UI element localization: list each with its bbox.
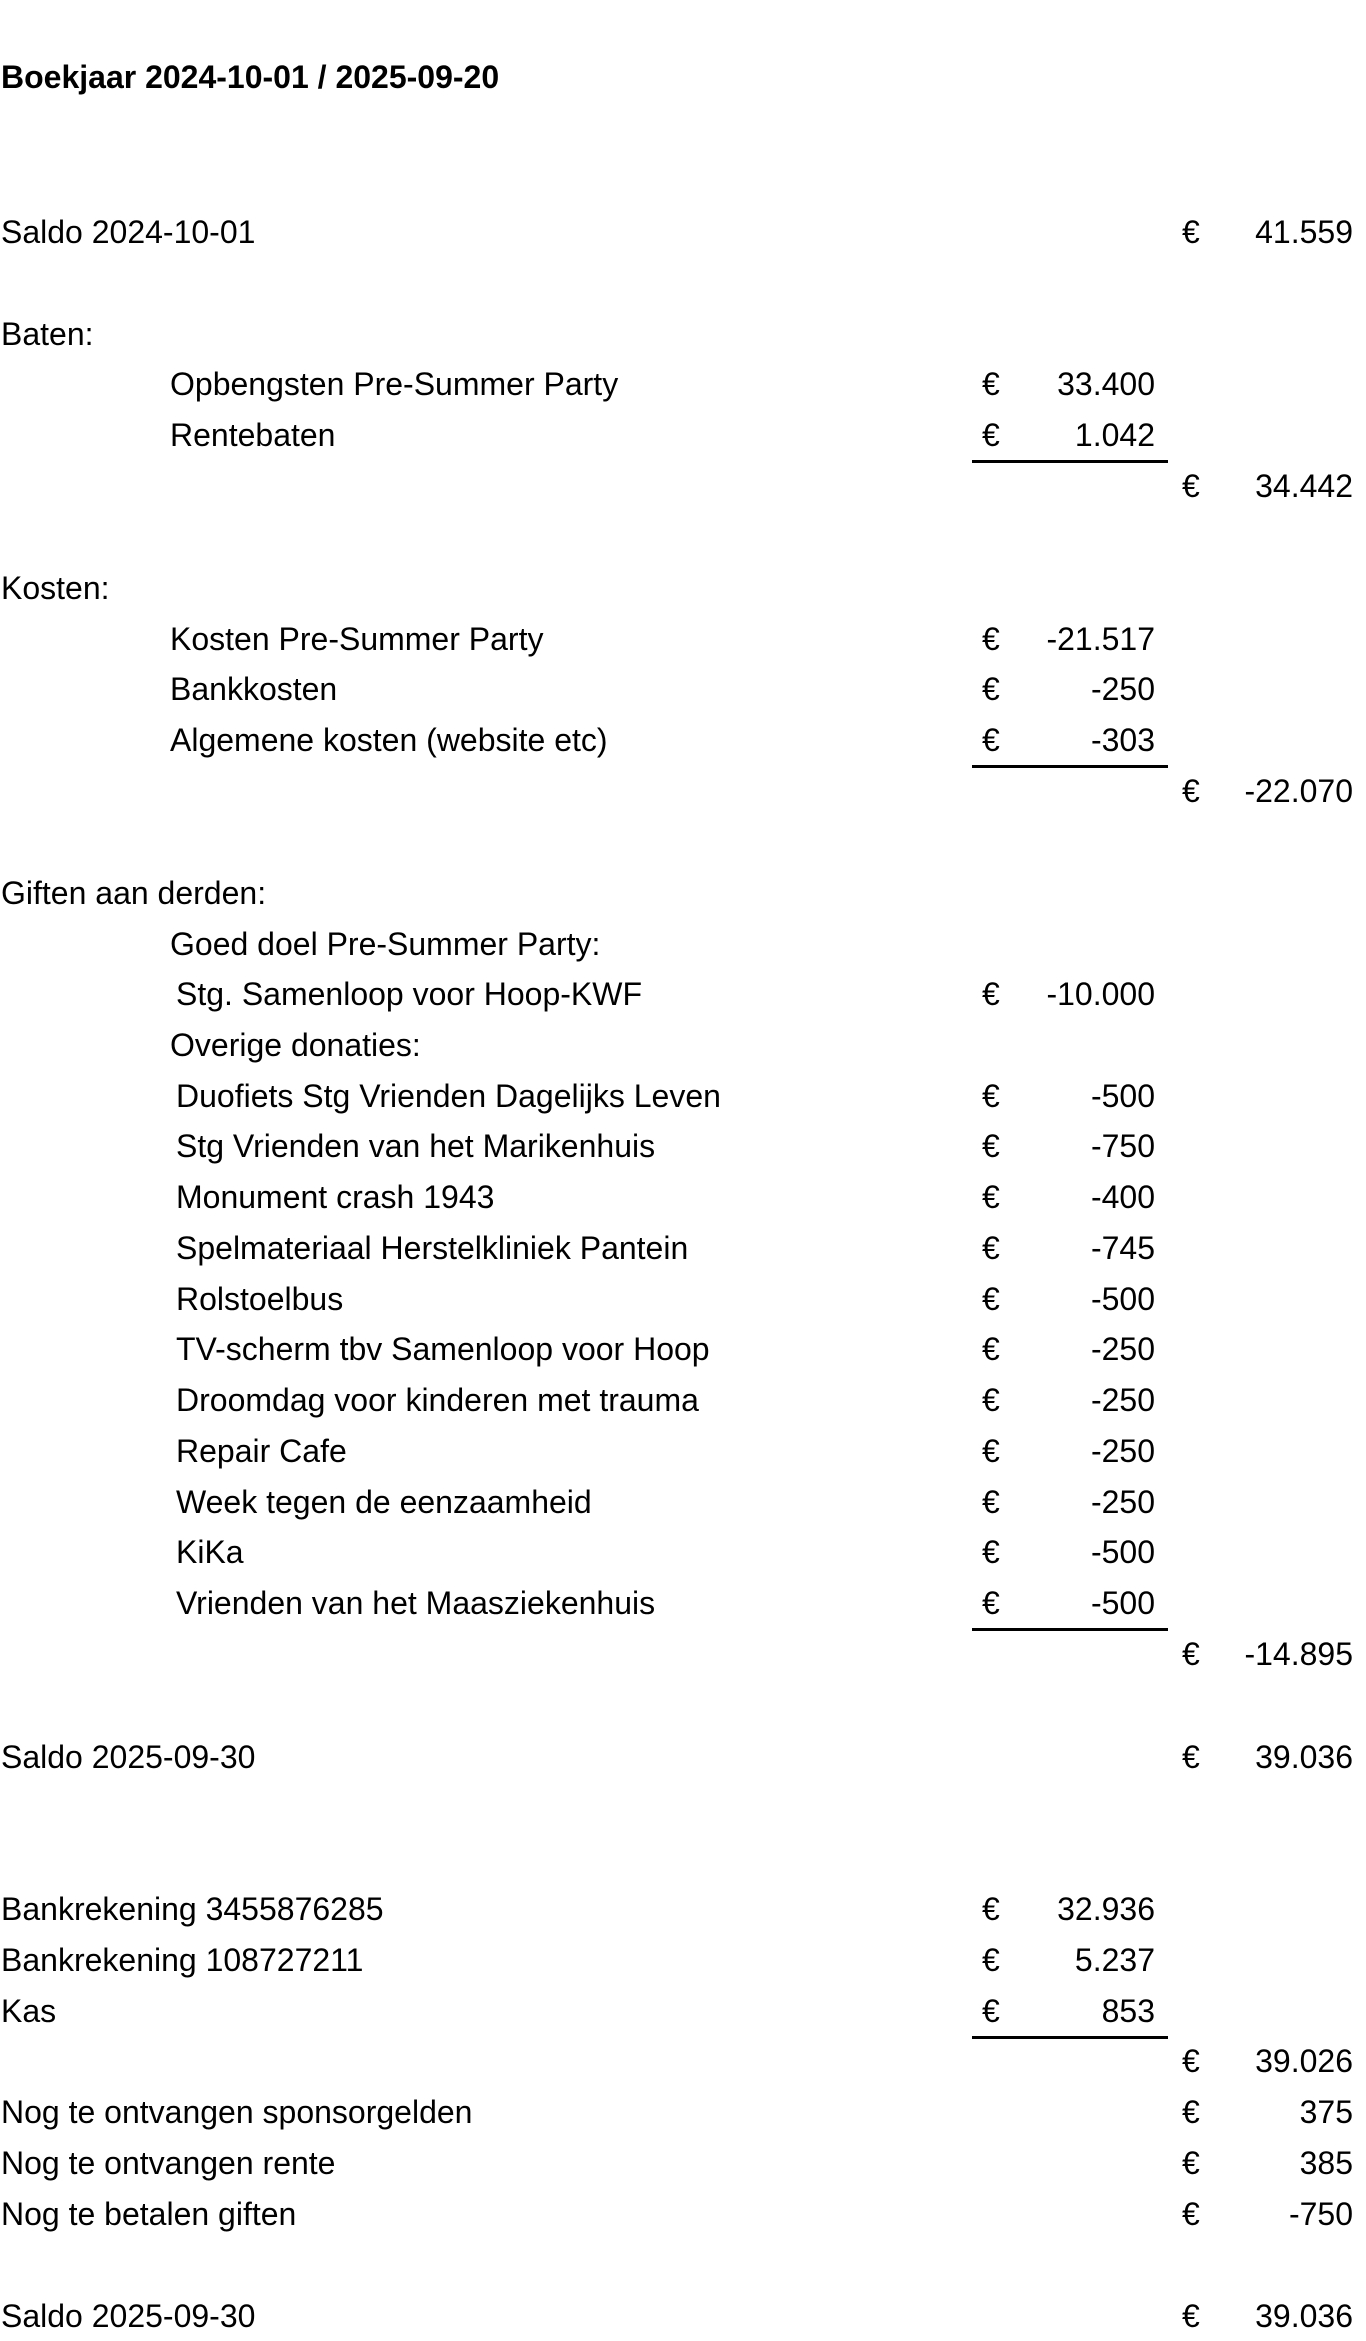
statement-row <box>0 1477 1366 1527</box>
detail-amount: -500 <box>1090 1585 1155 1621</box>
row-label: KiKa <box>176 1534 244 1570</box>
detail-amount: -250 <box>1090 1331 1155 1367</box>
statement-row <box>0 919 1366 969</box>
currency-symbol: € <box>1182 2043 1200 2079</box>
statement-row <box>0 1121 1366 1171</box>
row-label: Giften aan derden: <box>1 875 267 911</box>
row-label: Opbengsten Pre-Summer Party <box>170 366 619 402</box>
row-label: Rentebaten <box>170 417 336 453</box>
currency-symbol: € <box>982 417 1000 453</box>
statement-row <box>0 1172 1366 1222</box>
row-label: Kas <box>1 1993 57 2029</box>
statement-row <box>0 1732 1366 1782</box>
currency-symbol: € <box>982 621 1000 657</box>
row-label: Overige donaties: <box>170 1027 421 1063</box>
subtotal-row <box>0 1629 1366 1679</box>
row-label: Kosten: <box>1 570 110 606</box>
row-label: Saldo 2024-10-01 <box>1 214 256 250</box>
detail-amount: -500 <box>1090 1078 1155 1114</box>
detail-amount: -745 <box>1090 1230 1155 1266</box>
statement-row <box>0 868 1366 918</box>
currency-symbol: € <box>982 366 1000 402</box>
statement-row <box>0 1020 1366 1070</box>
row-label: Vrienden van het Maasziekenhuis <box>176 1585 656 1621</box>
currency-symbol: € <box>1182 773 1200 809</box>
detail-amount: -250 <box>1090 671 1155 707</box>
detail-amount: 853 <box>1101 1993 1155 2029</box>
total-amount: 39.026 <box>1255 2043 1353 2079</box>
currency-symbol: € <box>982 1382 1000 1418</box>
currency-symbol: € <box>1182 1636 1200 1672</box>
total-amount: -750 <box>1288 2196 1353 2232</box>
detail-amount: -21.517 <box>1046 621 1155 657</box>
row-label: Repair Cafe <box>176 1433 347 1469</box>
row-label: Week tegen de eenzaamheid <box>176 1484 592 1520</box>
detail-amount: -10.000 <box>1046 976 1155 1012</box>
subtotal-row <box>0 2036 1366 2086</box>
detail-amount: -250 <box>1090 1433 1155 1469</box>
row-label: TV-scherm tbv Samenloop voor Hoop <box>176 1331 710 1367</box>
statement-row <box>0 969 1366 1019</box>
row-label: Nog te betalen giften <box>1 2196 297 2232</box>
currency-symbol: € <box>982 1942 1000 1978</box>
row-label: Spelmateriaal Herstelkliniek Pantein <box>176 1230 689 1266</box>
currency-symbol: € <box>1182 468 1200 504</box>
row-label: Rolstoelbus <box>176 1281 344 1317</box>
currency-symbol: € <box>982 1078 1000 1114</box>
total-amount: 39.036 <box>1255 2298 1353 2334</box>
row-label: Algemene kosten (website etc) <box>170 722 608 758</box>
statement-row <box>0 1071 1366 1121</box>
statement-row <box>0 1324 1366 1374</box>
statement-row <box>0 1935 1366 1985</box>
detail-amount: -500 <box>1090 1281 1155 1317</box>
detail-amount: -400 <box>1090 1179 1155 1215</box>
row-label: Stg. Samenloop voor Hoop-KWF <box>176 976 642 1012</box>
row-label: Baten: <box>1 316 94 352</box>
detail-amount: -250 <box>1090 1484 1155 1520</box>
currency-symbol: € <box>982 1993 1000 2029</box>
statement-row <box>0 2291 1366 2341</box>
currency-symbol: € <box>1182 2145 1200 2181</box>
statement-row <box>0 309 1366 359</box>
statement-row <box>0 1884 1366 1934</box>
row-label: Droomdag voor kinderen met trauma <box>176 1382 699 1418</box>
currency-symbol: € <box>982 1585 1000 1621</box>
currency-symbol: € <box>1182 1739 1200 1775</box>
row-label: Saldo 2025-09-30 <box>1 2298 256 2334</box>
detail-amount: 33.400 <box>1057 366 1155 402</box>
row-label: Duofiets Stg Vrienden Dagelijks Leven <box>176 1078 721 1114</box>
statement-row <box>0 2189 1366 2239</box>
detail-amount: -250 <box>1090 1382 1155 1418</box>
currency-symbol: € <box>1182 214 1200 250</box>
statement-row <box>0 2138 1366 2188</box>
total-amount: 375 <box>1299 2094 1353 2130</box>
detail-amount: 1.042 <box>1074 417 1155 453</box>
row-label: Bankrekening 3455876285 <box>1 1891 384 1927</box>
total-amount: -14.895 <box>1244 1636 1353 1672</box>
row-label: Nog te ontvangen sponsorgelden <box>1 2094 473 2130</box>
total-amount: 41.559 <box>1255 214 1353 250</box>
statement-row <box>0 1527 1366 1577</box>
row-label: Bankrekening 108727211 <box>1 1942 364 1978</box>
currency-symbol: € <box>982 722 1000 758</box>
total-amount: -22.070 <box>1244 773 1353 809</box>
statement-row <box>0 563 1366 613</box>
currency-symbol: € <box>982 1331 1000 1367</box>
row-label: Stg Vrienden van het Marikenhuis <box>176 1128 656 1164</box>
statement-row <box>0 2087 1366 2137</box>
detail-amount: 5.237 <box>1074 1942 1155 1978</box>
total-amount: 39.036 <box>1255 1739 1353 1775</box>
row-label: Nog te ontvangen rente <box>1 2145 336 2181</box>
row-label: Kosten Pre-Summer Party <box>170 621 544 657</box>
statement-row <box>0 1426 1366 1476</box>
statement-row <box>0 207 1366 257</box>
currency-symbol: € <box>982 1891 1000 1927</box>
statement-row <box>0 1986 1366 2036</box>
currency-symbol: € <box>1182 2196 1200 2232</box>
row-label: Goed doel Pre-Summer Party: <box>170 926 601 962</box>
currency-symbol: € <box>982 976 1000 1012</box>
statement-row <box>0 1578 1366 1628</box>
statement-row <box>0 1274 1366 1324</box>
detail-amount: -750 <box>1090 1128 1155 1164</box>
row-label: Monument crash 1943 <box>176 1179 495 1215</box>
currency-symbol: € <box>982 1128 1000 1164</box>
subtotal-row <box>0 461 1366 511</box>
statement-row <box>0 359 1366 409</box>
currency-symbol: € <box>982 1230 1000 1266</box>
statement-row <box>0 715 1366 765</box>
statement-row <box>0 410 1366 460</box>
currency-symbol: € <box>982 1484 1000 1520</box>
currency-symbol: € <box>982 1534 1000 1570</box>
subtotal-row <box>0 766 1366 816</box>
currency-symbol: € <box>982 671 1000 707</box>
statement-row <box>0 1375 1366 1425</box>
total-amount: 34.442 <box>1255 468 1353 504</box>
currency-symbol: € <box>1182 2298 1200 2334</box>
statement-row <box>0 664 1366 714</box>
detail-amount: -500 <box>1090 1534 1155 1570</box>
detail-amount: -303 <box>1090 722 1155 758</box>
row-label: Bankkosten <box>170 671 338 707</box>
statement-row <box>0 1223 1366 1273</box>
statement-row <box>0 614 1366 664</box>
currency-symbol: € <box>1182 2094 1200 2130</box>
total-amount: 385 <box>1299 2145 1353 2181</box>
detail-amount: 32.936 <box>1057 1891 1155 1927</box>
currency-symbol: € <box>982 1179 1000 1215</box>
statement-title: Boekjaar 2024-10-01 / 2025-09-20 <box>1 59 500 95</box>
currency-symbol: € <box>982 1433 1000 1469</box>
row-label: Saldo 2025-09-30 <box>1 1739 256 1775</box>
currency-symbol: € <box>982 1281 1000 1317</box>
